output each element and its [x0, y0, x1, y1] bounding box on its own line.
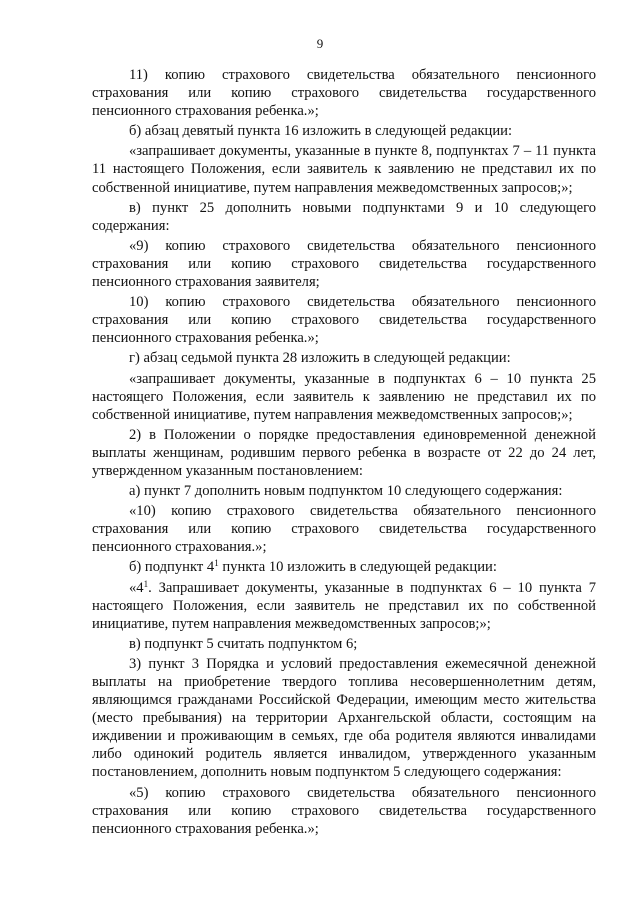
superscript: 1 — [214, 558, 219, 569]
paragraph: 11) копию страхового свидетельства обязательного пенсионного страхования или копию страхового свидетельства государственного пенсионного страхования ребенка.»; — [92, 67, 596, 120]
paragraph — [92, 558, 596, 576]
paragraph: г) абзац седьмой пункта 28 изложить в следующей редакции: — [129, 350, 511, 367]
paragraph: «10) копию страхового свидетельства обязательного пенсионного страхования или копию страхового свидетельства государственного пенсионного страхования.»; — [92, 503, 596, 556]
paragraph: б) абзац девятый пункта 16 изложить в следующей редакции: — [129, 123, 513, 140]
paragraph: 10) копию страхового свидетельства обязательного пенсионного страхования или копию страхового свидетельства государственного пенсионного страхования ребенка.»; — [92, 294, 596, 347]
paragraph-text: «4 — [129, 579, 144, 596]
paragraph-text: . Запрашивает документы, указанные в подпунктах 6 – 10 пункта 7 настоящего Положения, если заявитель не представил их по собственной инициативе, путем направления межведомственных запросов;»; — [92, 579, 596, 632]
paragraph: в) подпункт 5 считать подпунктом 6; — [129, 635, 358, 652]
superscript: 1 — [143, 578, 149, 589]
paragraph: а) пункт 7 дополнить новым подпунктом 10 следующего содержания: — [129, 483, 563, 500]
paragraph: 3) пункт 3 Порядка и условий предоставления ежемесячной денежной выплаты на приобретение твердого топлива несовершеннолетним детям, являющимся гражданами Российской Федерации, имеющим место жительства (место пребывания) на территории Архангельской области, состоящим на иждивении и проживающим в семьях, где оба родителя являются инвалидами либо одинокий родитель является инвалидом, утвержденного указанным постановлением, дополнить новым подпунктом 5 следующего содержания: — [92, 655, 596, 781]
paragraph: «запрашивает документы, указанные в подпунктах 6 – 10 пункта 25 настоящего Положения, если заявитель к заявлению не представил их по собственной инициативе, путем направления межведомственных запросов;»; — [92, 370, 596, 423]
paragraph: «запрашивает документы, указанные в пункте 8, подпунктах 7 – 11 пункта 11 настоящего Положения, если заявитель к заявлению не представил их по собственной инициативе, путем направления межведомственных запросов;»; — [92, 143, 596, 196]
paragraph-text: б) подпункт 4 — [129, 559, 215, 576]
paragraph: в) пункт 25 дополнить новыми подпунктами 9 и 10 следующего содержания: — [92, 199, 596, 234]
paragraph: «5) копию страхового свидетельства обязательного пенсионного страхования или копию страхового свидетельства государственного пенсионного страхования ребенка.»; — [92, 784, 596, 837]
paragraph: 2) в Положении о порядке предоставления единовременной денежной выплаты женщинам, родившим первого ребенка в возрасте от 22 до 24 лет, утвержденном указанным постановлением: — [92, 426, 596, 479]
paragraph: «9) копию страхового свидетельства обязательного пенсионного страхования или копию страхового свидетельства государственного пенсионного страхования заявителя; — [92, 237, 596, 291]
page-number: 9 — [316, 36, 324, 51]
paragraph-text: пункта 10 изложить в следующей редакции: — [218, 559, 497, 576]
paragraph — [92, 579, 596, 633]
document-body — [92, 66, 596, 838]
